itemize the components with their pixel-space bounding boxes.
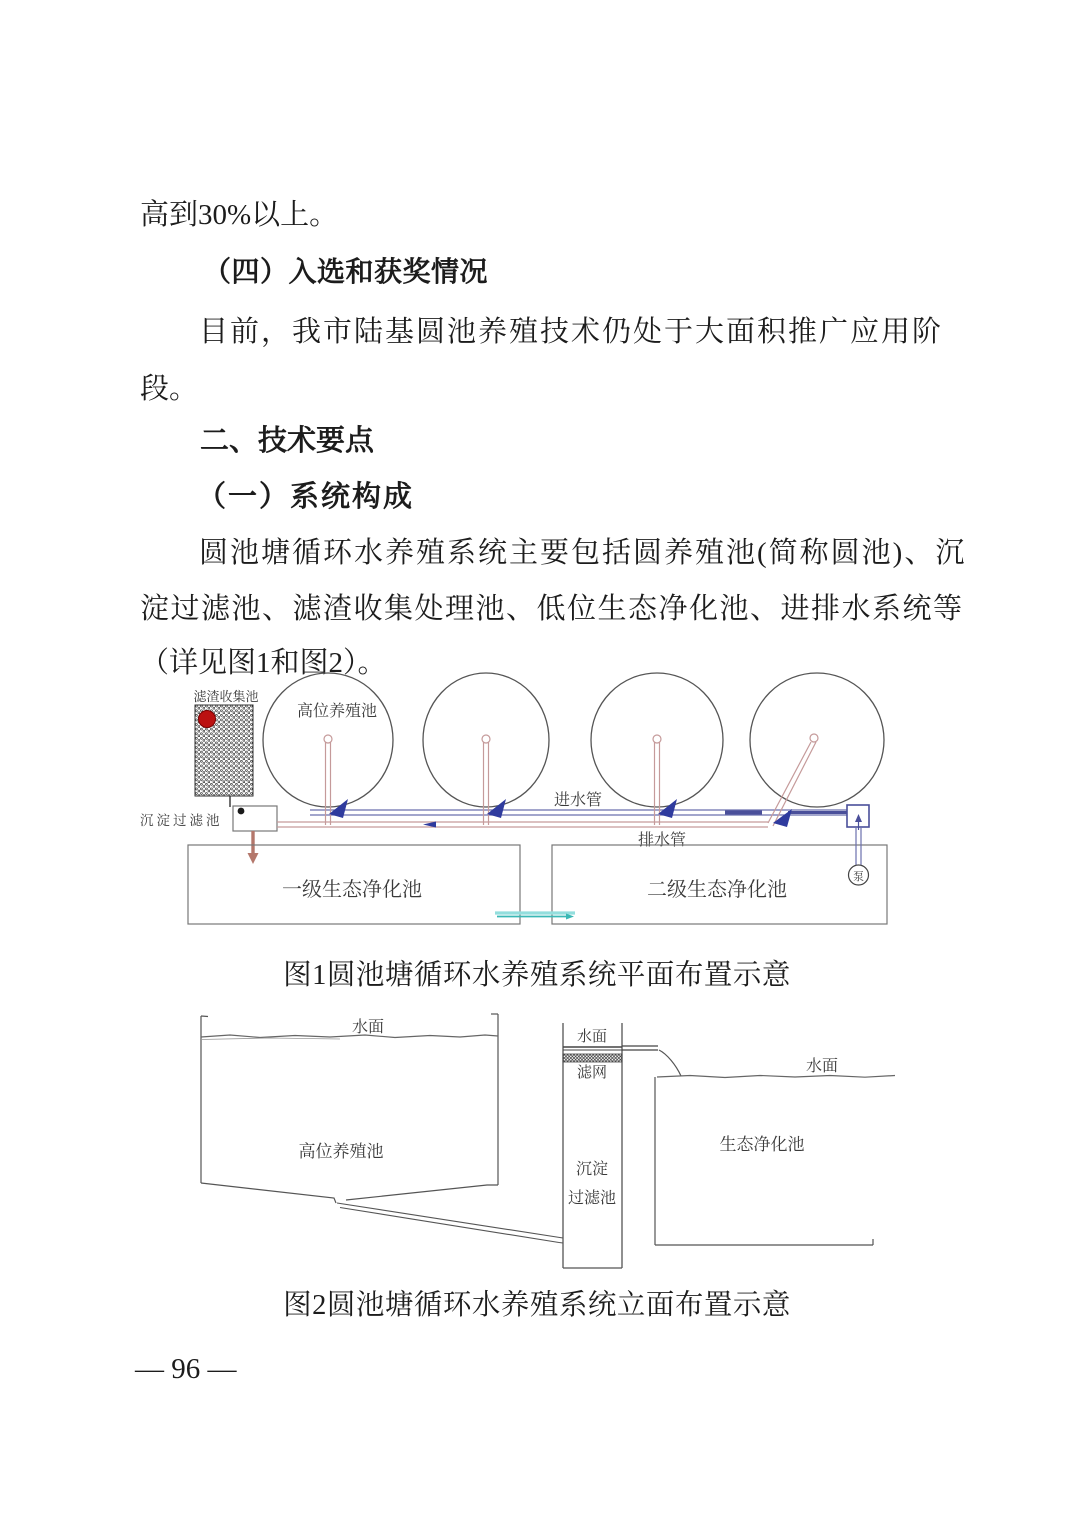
overflow-pipe <box>622 1046 681 1076</box>
water-label-column: 水面 <box>576 1029 608 1045</box>
round-pond-label: 高位养殖池 <box>296 703 378 720</box>
outflow-arrow <box>248 831 259 864</box>
figure2-elevation-diagram <box>190 1010 900 1275</box>
water-label-left: 水面 <box>351 1019 385 1036</box>
figure1-plan-diagram <box>140 668 940 943</box>
paragraph-3-line-3: （详见图1和图2）。 <box>140 647 387 679</box>
high-pond-outline <box>201 1014 498 1203</box>
high-pond-water-line-2 <box>201 1038 340 1040</box>
eco-pond-2-label: 二级生态净化池 <box>647 879 787 901</box>
bottom-drain-pipe <box>337 1203 563 1243</box>
red-dot <box>199 711 216 728</box>
figure1-caption: 图1圆池塘循环水养殖系统平面布置示意 <box>283 960 791 991</box>
pump-label: 泵 <box>853 871 864 883</box>
sediment-box-label: 沉淀过滤池 <box>140 813 223 828</box>
figure2-caption: 图2圆池塘循环水养殖系统立面布置示意 <box>283 1290 791 1321</box>
eco-pond-outline <box>655 1077 873 1245</box>
high-pond-water-line <box>201 1035 498 1038</box>
water-label-right: 水面 <box>805 1058 839 1075</box>
inlet-pipe-label: 进水管 <box>553 792 603 809</box>
eco-pond-1-label: 一级生态净化池 <box>282 879 422 901</box>
eco-pond-water-line <box>657 1076 895 1078</box>
high-pond-label: 高位养殖池 <box>298 1142 384 1161</box>
eco-pond-label: 生态净化池 <box>719 1135 805 1154</box>
sediment-label-line2: 过滤池 <box>567 1190 617 1207</box>
sediment-label-line1: 沉淀 <box>575 1161 609 1178</box>
paragraph-3-line-2: 淀过滤池、滤渣收集处理池、低位生态净化池、进排水系统等 <box>140 593 964 625</box>
filter-mesh-label: 滤网 <box>576 1065 608 1081</box>
column-water-line <box>563 1047 622 1050</box>
paragraph-2-line-1: 目前，我市陆基圆池养殖技术仍处于大面积推广应用阶 <box>199 316 944 348</box>
inlet-pipe <box>310 810 847 815</box>
drain-pipe-label: 排水管 <box>637 832 687 849</box>
paragraph-1: 高到30%以上。 <box>140 199 339 231</box>
heading-one: （一）系统构成 <box>197 481 415 513</box>
filter-mesh-band <box>563 1054 622 1062</box>
paragraph-2-line-2: 段。 <box>140 373 199 405</box>
round-pond-circles <box>263 673 884 807</box>
teal-channel <box>495 913 575 920</box>
sediment-box-dot <box>238 808 245 815</box>
paragraph-3-line-1: 圆池塘循环水养殖系统主要包括圆养殖池(简称圆池)、沉 <box>199 537 967 569</box>
heading-four: （四）入选和获奖情况 <box>203 257 489 288</box>
slag-pool-label: 滤渣收集池 <box>193 689 259 704</box>
heading-two: 二、技术要点 <box>200 425 375 457</box>
page-number: — 96 — <box>135 1353 237 1385</box>
drain-pipe <box>277 822 768 827</box>
slag-collection-pool <box>195 705 253 807</box>
